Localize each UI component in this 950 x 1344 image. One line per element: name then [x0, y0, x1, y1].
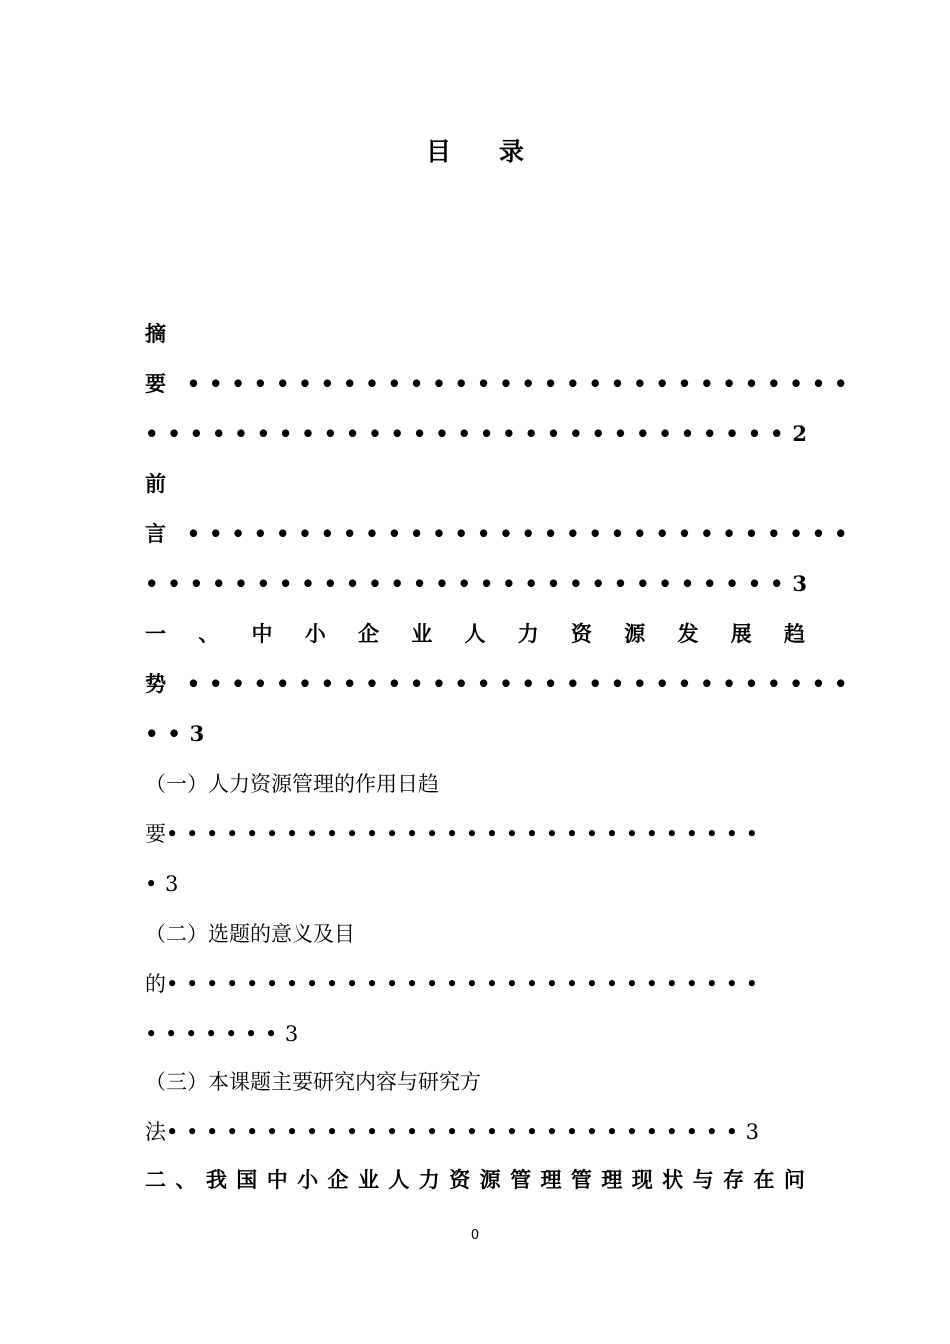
toc-char: 源: [479, 1167, 501, 1192]
toc-section1-line3[interactable]: [145, 716, 805, 752]
toc-leader-dots: ••••••••••••••••••••••••••••••: [186, 521, 857, 546]
toc-char: 资: [449, 1167, 471, 1192]
toc-leader-dots: ••••••••••••••••••••••••••••••: [166, 972, 766, 996]
toc-char: 力: [418, 1167, 440, 1192]
toc-char: 资: [571, 621, 592, 646]
toc-text: 势: [145, 671, 166, 696]
toc-subsection2-line3[interactable]: [145, 1016, 805, 1052]
toc-char: 状: [662, 1167, 684, 1192]
toc-subsection3-line1[interactable]: [145, 1064, 805, 1100]
toc-preface-line2[interactable]: [145, 516, 857, 552]
toc-section1-line2[interactable]: [145, 666, 857, 702]
toc-subsection2-line1[interactable]: [145, 916, 805, 952]
toc-text: 摘: [145, 321, 166, 346]
toc-char: 趋: [784, 621, 805, 646]
toc-leader-dots: •••••••••••••••••••••••••••••: [145, 421, 793, 446]
toc-text: 要: [145, 822, 166, 846]
toc-subsection1-line2[interactable]: [145, 816, 805, 852]
toc-char: 二: [145, 1167, 166, 1192]
toc-leader-dots: •••••••••••••••••••••••••••••: [145, 571, 793, 596]
toc-char: 一: [145, 621, 166, 646]
toc-char: 问: [783, 1167, 805, 1192]
toc-section2-line1[interactable]: [145, 1162, 805, 1198]
toc-char: 人: [464, 621, 486, 646]
toc-leader-dots: •••••••••••••••••••••••••••••: [166, 1120, 746, 1144]
toc-page-number: 3: [284, 1022, 299, 1046]
toc-page-number: 3: [745, 1120, 759, 1144]
toc-abstract-line3[interactable]: [145, 416, 805, 452]
toc-leader-dots: ••••••••••••••••••••••••••••••: [186, 671, 857, 696]
toc-text: （二）选题的意义及目: [145, 922, 355, 946]
toc-char: 理: [540, 1167, 562, 1192]
toc-subsection2-line2[interactable]: [145, 966, 805, 1002]
toc-char: 企: [327, 1167, 349, 1192]
toc-char: 力: [517, 621, 539, 646]
toc-leader-dots: ••••••••••••••••••••••••••••••: [166, 822, 766, 846]
toc-leader-dots: ••: [145, 721, 190, 746]
toc-char: 中: [266, 1167, 288, 1192]
toc-leader-dots: •••••••: [145, 1022, 285, 1046]
toc-text: 言: [145, 521, 166, 546]
toc-char: 我: [205, 1167, 227, 1192]
toc-section1-line1[interactable]: [145, 616, 805, 652]
toc-text: （三）本课题主要研究内容与研究方: [145, 1070, 481, 1094]
toc-preface-line3[interactable]: [145, 566, 805, 602]
toc-subsection1-line3[interactable]: [145, 866, 805, 902]
toc-subsection1-line1[interactable]: [145, 766, 805, 802]
page-title: 目录: [425, 137, 572, 166]
toc-char: 与: [692, 1167, 714, 1192]
toc-char: 小: [304, 621, 326, 646]
toc-char: 展: [730, 621, 752, 646]
toc-char: 、: [175, 1167, 197, 1192]
toc-char: 国: [236, 1167, 258, 1192]
toc-leader-dots: •: [145, 872, 165, 896]
toc-char: 现: [631, 1167, 653, 1192]
toc-char: 理: [601, 1167, 623, 1192]
toc-preface-line1: [145, 466, 805, 502]
toc-leader-dots: ••••••••••••••••••••••••••••••: [186, 371, 857, 396]
toc-char: 企: [358, 621, 379, 646]
toc-char: 小: [297, 1167, 319, 1192]
toc-char: 业: [357, 1167, 379, 1192]
toc-char: 存: [723, 1167, 745, 1192]
toc-page-number: 2: [792, 421, 807, 446]
toc-char: 发: [677, 621, 699, 646]
toc-char: 在: [753, 1167, 775, 1192]
toc-text: 的: [145, 972, 166, 996]
page-number: 0: [470, 1228, 480, 1243]
toc-char: 、: [198, 621, 220, 646]
toc-char: 中: [251, 621, 273, 646]
toc-abstract-line1: [145, 316, 805, 352]
toc-char: 业: [411, 621, 433, 646]
toc-text: 要: [145, 371, 166, 396]
toc-char: 管: [570, 1167, 592, 1192]
toc-page-number: 3: [189, 721, 205, 746]
toc-page-number: 3: [165, 872, 179, 896]
toc-subsection3-line2[interactable]: [145, 1114, 805, 1150]
toc-char: 管: [510, 1167, 532, 1192]
toc-char: 人: [388, 1167, 410, 1192]
toc-page-number: 3: [792, 571, 807, 596]
toc-abstract-line2[interactable]: [145, 366, 857, 402]
toc-text: （一）人力资源管理的作用日趋: [145, 772, 439, 796]
toc-text: 前: [145, 471, 166, 496]
toc-text: 法: [145, 1120, 166, 1144]
toc-char: 源: [624, 621, 646, 646]
